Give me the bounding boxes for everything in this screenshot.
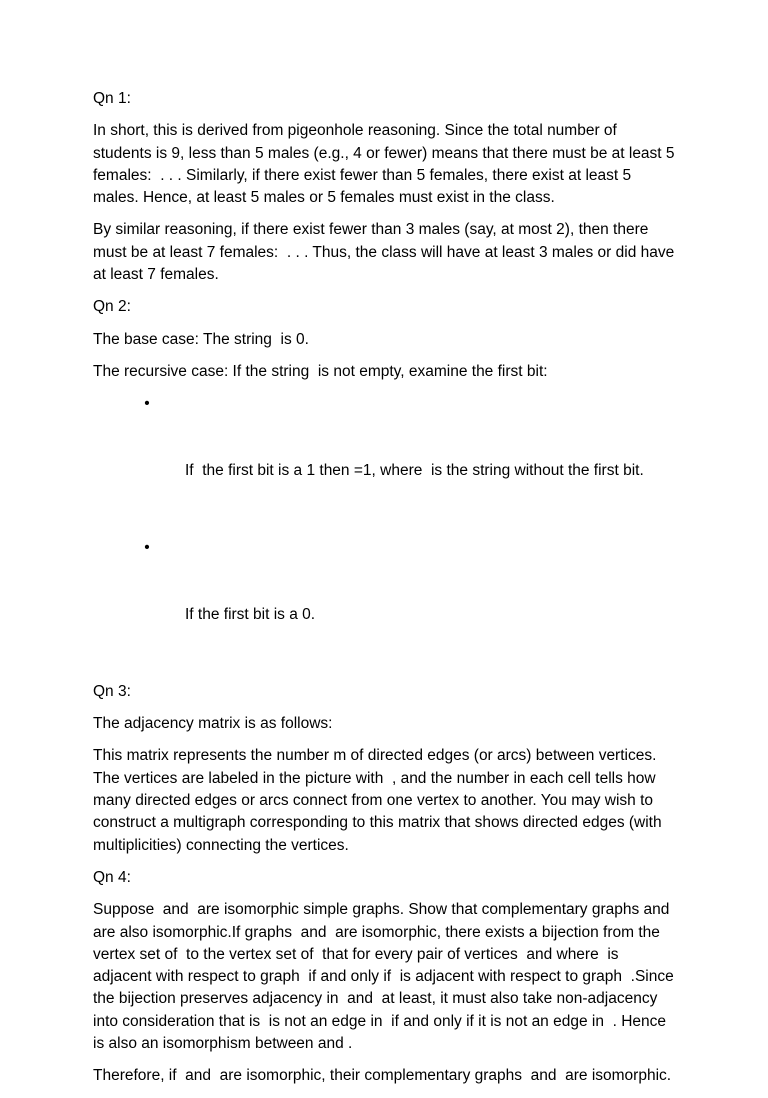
- question-1-paragraph-2: By similar reasoning, if there exist fewer than 3 males (say, at most 2), then there must be at least 7 females: . . . Thus, the class will have at least 3 males or did have at least 7 females.: [93, 221, 679, 284]
- document-body: [93, 88, 678, 1098]
- bullet-icon: •: [144, 395, 150, 413]
- question-4-paragraph-1: Suppose and are isomorphic simple graphs. Show that complementary graphs and are also isomorphic.If graphs and are isomorphic, there exists a bijection from the vertex set of to the vertex set of that for every pair of vertices and where is adjacent with respect to graph if and only if is adjacent with respect to graph .Since the bijection preserves adjacency in and at least, it must also take non-adjacency into consideration that is is not an edge in if and only if it is not an edge in . Hence is also an isomorphism between and .: [93, 901, 679, 1052]
- bullet-text: If the first bit is a 1 then =1, where is the string without the first bit.: [185, 462, 644, 480]
- question-2-recursive-case: The recursive case: If the string is not empty, examine the first bit:: [93, 362, 548, 380]
- bullet-text: If the first bit is a 0.: [185, 605, 316, 623]
- question-1-paragraph-1: In short, this is derived from pigeonhole reasoning. Since the total number of students is 9, less than 5 males (e.g., 4 or fewer) means that there must be at least 5 females: . . . Similarly, if there exist fewer than 5 females, there exist at least 5 males. Hence, at least 5 males or 5 females must exist in the class.: [93, 122, 679, 207]
- question-4-heading: Qn 4:: [93, 868, 131, 886]
- bullet-icon: •: [144, 539, 150, 557]
- question-2-base-case: The base case: The string is 0.: [93, 330, 309, 348]
- question-3-heading: Qn 3:: [93, 682, 131, 700]
- question-3-paragraph-2: This matrix represents the number m of directed edges (or arcs) between vertices. The vertices are labeled in the picture with , and the number in each cell tells how many directed edges or arcs connect from one vertex to another. You may wish to construct a multigraph corresponding to this matrix that shows directed edges (with multiplicities) connecting the vertices.: [93, 747, 666, 854]
- question-4-paragraph-2: Therefore, if and are isomorphic, their complementary graphs and are isomorphic.: [93, 1067, 672, 1085]
- question-3-paragraph-1: The adjacency matrix is as follows:: [93, 715, 333, 733]
- question-1-heading: Qn 1:: [93, 90, 131, 107]
- bullet-list-item: [93, 537, 678, 671]
- bullet-list-item: [93, 393, 678, 527]
- question-2-heading: Qn 2:: [93, 298, 131, 316]
